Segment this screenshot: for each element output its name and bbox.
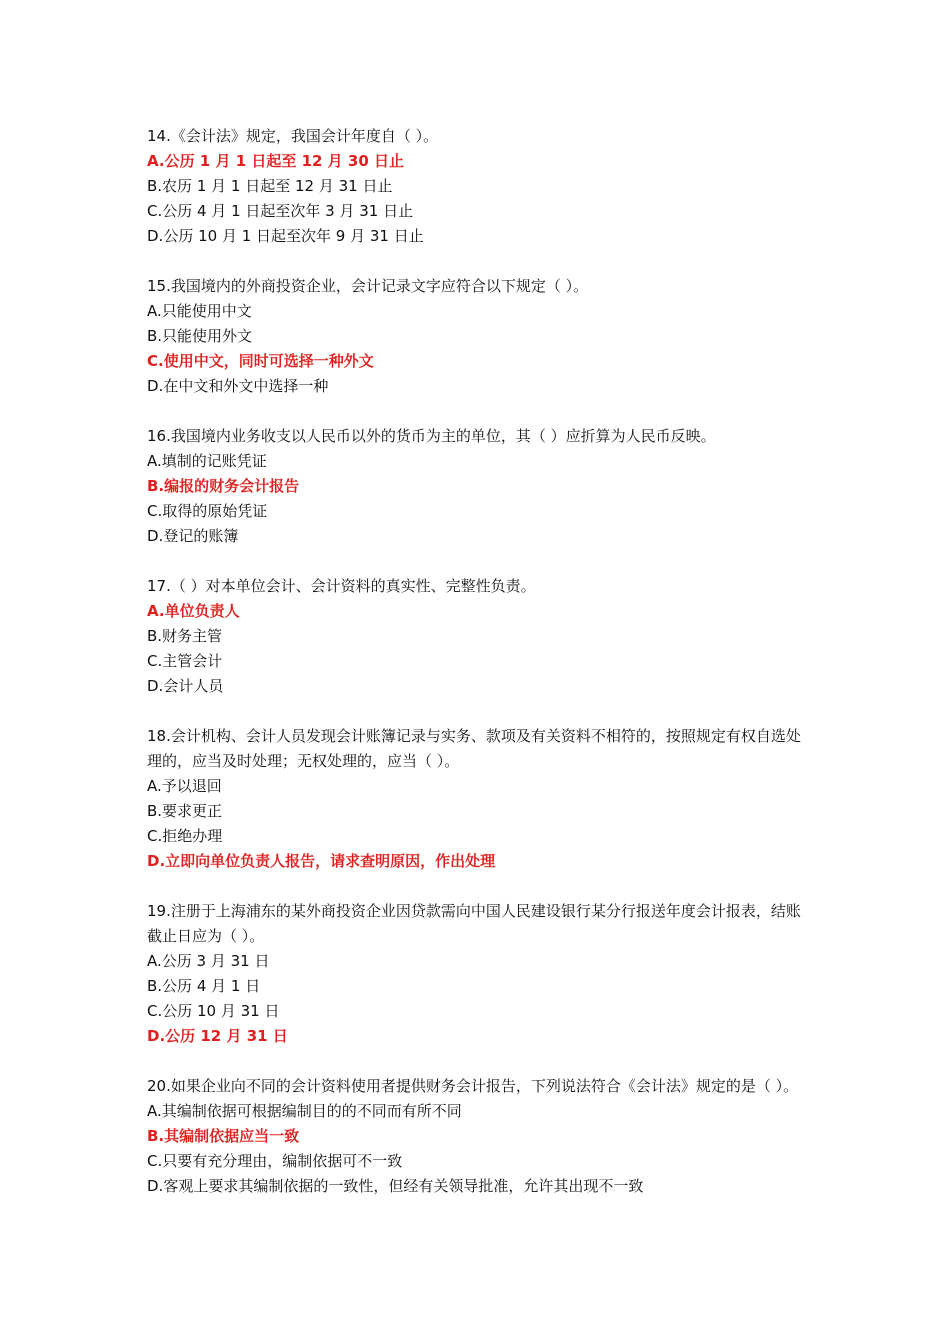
question-stem: 18.会计机构、会计人员发现会计账簿记录与实务、款项及有关资料不相符的，按照规定有权自选处理的，应当及时处理；无权处理的，应当（ ）。 <box>147 727 801 770</box>
option-c: C.公历 4 月 1 日起至次年 3 月 31 日止 <box>147 202 414 220</box>
option-b: B.要求更正 <box>147 802 223 820</box>
option-d-correct: D.公历 12 月 31 日 <box>147 1027 288 1045</box>
question-17 <box>147 574 812 699</box>
question-stem: 15.我国境内的外商投资企业，会计记录文字应符合以下规定（ ）。 <box>147 277 589 295</box>
option-a: A.予以退回 <box>147 777 222 795</box>
option-c: C.取得的原始凭证 <box>147 502 268 520</box>
question-stem: 17.（ ）对本单位会计、会计资料的真实性、完整性负责。 <box>147 577 536 595</box>
question-16 <box>147 424 812 549</box>
option-b: B.只能使用外文 <box>147 327 253 345</box>
option-d: D.公历 10 月 1 日起至次年 9 月 31 日止 <box>147 227 424 245</box>
option-b-correct: B.其编制依据应当一致 <box>147 1127 300 1145</box>
option-a: A.只能使用中文 <box>147 302 252 320</box>
option-b: B.公历 4 月 1 日 <box>147 977 261 995</box>
question-14 <box>147 124 812 249</box>
option-a: A.填制的记账凭证 <box>147 452 267 470</box>
option-a: A.其编制依据可根据编制目的的不同而有所不同 <box>147 1102 462 1120</box>
question-stem: 16.我国境内业务收支以人民币以外的货币为主的单位，其（ ）应折算为人民币反映。 <box>147 427 716 445</box>
question-20 <box>147 1074 812 1199</box>
option-c-correct: C.使用中文，同时可选择一种外文 <box>147 352 374 370</box>
option-c: C.公历 10 月 31 日 <box>147 1002 280 1020</box>
question-15 <box>147 274 812 399</box>
document-page <box>147 124 812 1224</box>
option-a-correct: A.单位负责人 <box>147 602 240 620</box>
option-c: C.只要有充分理由，编制依据可不一致 <box>147 1152 403 1170</box>
option-d: D.在中文和外文中选择一种 <box>147 377 329 395</box>
option-d-correct: D.立即向单位负责人报告，请求查明原因，作出处理 <box>147 852 496 870</box>
question-18 <box>147 724 812 874</box>
question-stem: 20.如果企业向不同的会计资料使用者提供财务会计报告，下列说法符合《会计法》规定的是（ ）。 <box>147 1077 799 1095</box>
question-stem: 14.《会计法》规定，我国会计年度自（ ）。 <box>147 127 439 145</box>
question-19 <box>147 899 812 1049</box>
option-b: B.农历 1 月 1 日起至 12 月 31 日止 <box>147 177 393 195</box>
option-d: D.会计人员 <box>147 677 224 695</box>
option-d: D.客观上要求其编制依据的一致性，但经有关领导批准，允许其出现不一致 <box>147 1177 644 1195</box>
option-b-correct: B.编报的财务会计报告 <box>147 477 300 495</box>
option-c: C.拒绝办理 <box>147 827 223 845</box>
option-a: A.公历 3 月 31 日 <box>147 952 270 970</box>
option-c: C.主管会计 <box>147 652 223 670</box>
option-d: D.登记的账簿 <box>147 527 239 545</box>
option-b: B.财务主管 <box>147 627 223 645</box>
option-a-correct: A.公历 1 月 1 日起至 12 月 30 日止 <box>147 152 404 170</box>
question-stem: 19.注册于上海浦东的某外商投资企业因贷款需向中国人民建设银行某分行报送年度会计报表，结账截止日应为（ ）。 <box>147 902 801 945</box>
